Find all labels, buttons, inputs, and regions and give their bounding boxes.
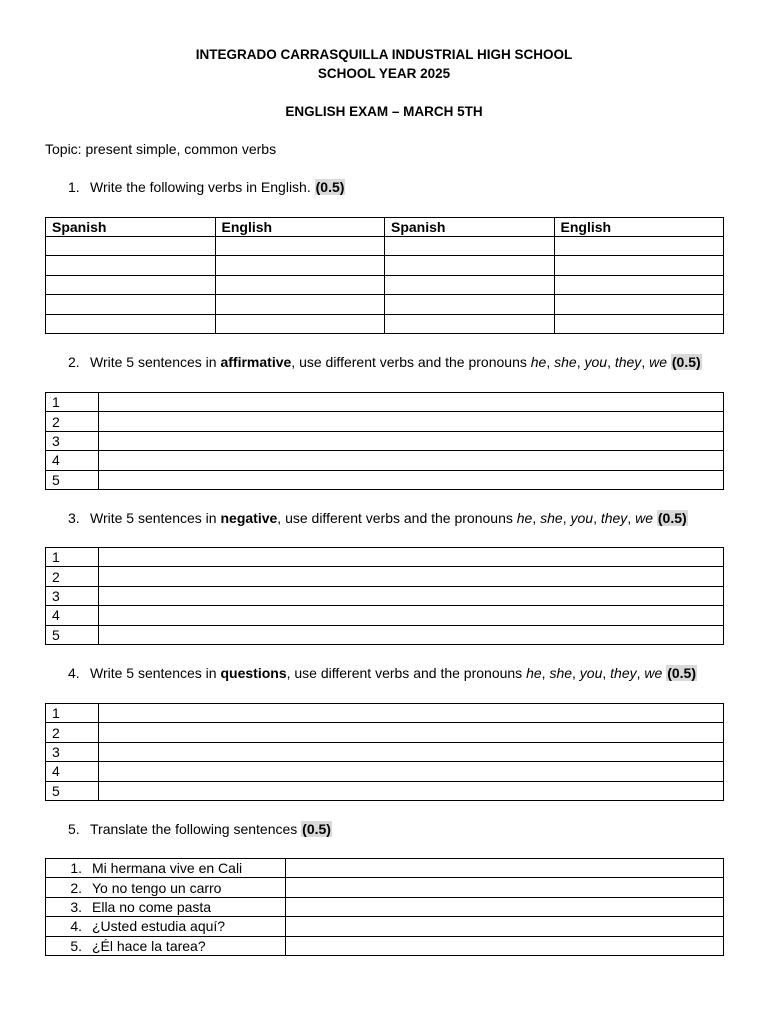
sentence-text: Ella no come pasta: [92, 898, 212, 915]
answer-cell[interactable]: [554, 275, 724, 294]
table-row: [46, 586, 724, 605]
pronoun: he: [516, 510, 533, 526]
pronoun: you: [584, 354, 608, 370]
pronoun: we: [644, 665, 663, 681]
table-row: [46, 917, 724, 936]
answer-cell[interactable]: [99, 548, 724, 567]
pronoun: you: [579, 665, 603, 681]
answer-cell[interactable]: [286, 936, 724, 955]
negative-table: [45, 547, 724, 645]
row-number: 4: [46, 606, 99, 625]
column-header: Spanish: [385, 218, 555, 237]
answer-cell[interactable]: [99, 606, 724, 625]
source-sentence: [46, 897, 286, 916]
question-number: 4.: [68, 665, 80, 681]
question-3: [68, 510, 688, 526]
question-keyword: questions: [220, 665, 287, 681]
answer-cell[interactable]: [554, 237, 724, 256]
answer-cell[interactable]: [99, 567, 724, 586]
pronoun: he: [530, 354, 547, 370]
separator: ,: [593, 510, 601, 526]
separator: ,: [602, 665, 611, 681]
pronoun: she: [554, 354, 577, 370]
points-badge: (0.5): [315, 179, 345, 195]
separator: ,: [641, 354, 650, 370]
table-row: [46, 742, 724, 761]
question-number: 2.: [68, 354, 80, 370]
item-number: 2.: [70, 879, 82, 896]
row-number: 5: [46, 781, 99, 800]
sentence-text: Yo no tengo un carro: [92, 879, 222, 896]
pronoun: we: [635, 510, 653, 526]
row-number: 5: [46, 625, 99, 644]
item-number: 3.: [70, 898, 82, 915]
source-sentence: [46, 859, 286, 878]
table-row: [46, 606, 724, 625]
answer-cell[interactable]: [215, 256, 385, 275]
points-badge: (0.5): [657, 510, 687, 526]
question-4: [68, 665, 697, 681]
row-number: 4: [46, 451, 99, 470]
answer-cell[interactable]: [385, 314, 555, 333]
answer-cell[interactable]: [385, 237, 555, 256]
points-badge: (0.5): [671, 354, 701, 370]
answer-cell[interactable]: [286, 859, 724, 878]
question-text: Write 5 sentences in: [90, 354, 221, 370]
answer-cell[interactable]: [286, 897, 724, 916]
separator: ,: [541, 665, 550, 681]
table-row: [46, 451, 724, 470]
answer-cell[interactable]: [385, 275, 555, 294]
source-sentence: [46, 917, 286, 936]
answer-cell[interactable]: [385, 256, 555, 275]
table-header-row: [46, 218, 724, 237]
questions-table: [45, 703, 724, 801]
answer-cell[interactable]: [46, 314, 216, 333]
table-row: [46, 567, 724, 586]
separator: ,: [627, 510, 636, 526]
answer-cell[interactable]: [215, 275, 385, 294]
answer-cell[interactable]: [99, 431, 724, 450]
row-number: 2: [46, 567, 99, 586]
pronoun: you: [570, 510, 594, 526]
answer-cell[interactable]: [215, 237, 385, 256]
answer-cell[interactable]: [99, 723, 724, 742]
table-row: [46, 393, 724, 412]
answer-cell[interactable]: [99, 451, 724, 470]
answer-cell[interactable]: [554, 256, 724, 275]
table-row: [46, 762, 724, 781]
row-number: 3: [46, 586, 99, 605]
pronoun: we: [649, 354, 667, 370]
sentence-text: Mi hermana vive en Cali: [92, 860, 243, 877]
table-row: [46, 431, 724, 450]
question-text: , use different verbs and the pronouns: [291, 354, 531, 370]
pronoun: they: [610, 665, 637, 681]
row-number: 1: [46, 548, 99, 567]
school-name: INTEGRADO CARRASQUILLA INDUSTRIAL HIGH SCHOOL: [195, 47, 573, 62]
question-text: , use different verbs and the pronouns: [286, 665, 527, 681]
question-keyword: negative: [220, 510, 278, 526]
source-sentence: [46, 936, 286, 955]
answer-cell[interactable]: [99, 625, 724, 644]
row-number: 2: [46, 723, 99, 742]
source-sentence: [46, 878, 286, 897]
answer-cell[interactable]: [286, 878, 724, 897]
answer-cell[interactable]: [46, 295, 216, 314]
answer-cell[interactable]: [215, 295, 385, 314]
separator: ,: [607, 354, 615, 370]
table-row: [46, 412, 724, 431]
row-number: 4: [46, 762, 99, 781]
table-row: [46, 237, 724, 256]
sentence-text: ¿Él hace la tarea?: [92, 937, 206, 954]
separator: ,: [562, 510, 571, 526]
item-number: 4.: [70, 918, 82, 935]
answer-cell[interactable]: [286, 917, 724, 936]
answer-cell[interactable]: [554, 295, 724, 314]
row-number: 2: [46, 412, 99, 431]
exam-title: ENGLISH EXAM – MARCH 5TH: [285, 104, 483, 119]
row-number: 1: [46, 393, 99, 412]
answer-cell[interactable]: [99, 781, 724, 800]
table-row: [46, 470, 724, 489]
question-text: Write 5 sentences in: [90, 510, 221, 526]
pronoun: she: [549, 665, 573, 681]
answer-cell[interactable]: [554, 314, 724, 333]
row-number: 3: [46, 431, 99, 450]
points-badge: (0.5): [667, 665, 696, 681]
question-1: [68, 179, 345, 195]
table-row: [46, 548, 724, 567]
item-number: 5.: [70, 937, 82, 954]
row-number: 1: [46, 704, 99, 723]
question-keyword: affirmative: [220, 354, 292, 370]
table-row: [46, 275, 724, 294]
pronoun: they: [600, 510, 628, 526]
question-number: 5.: [68, 821, 80, 837]
question-text: Translate the following sentences: [90, 821, 302, 837]
answer-cell[interactable]: [99, 742, 724, 761]
answer-cell[interactable]: [99, 586, 724, 605]
question-number: 3.: [68, 510, 80, 526]
separator: ,: [532, 510, 541, 526]
table-row: [46, 878, 724, 897]
answer-cell[interactable]: [46, 237, 216, 256]
sentence-text: ¿Usted estudia aquí?: [92, 918, 226, 935]
topic-line: Topic: present simple, common verbs: [45, 141, 277, 157]
pronoun: he: [526, 665, 542, 681]
answer-cell[interactable]: [99, 412, 724, 431]
points-badge: (0.5): [302, 821, 331, 837]
question-2: [68, 354, 702, 370]
column-header: Spanish: [46, 218, 216, 237]
answer-cell[interactable]: [385, 295, 555, 314]
separator: ,: [636, 665, 645, 681]
table-row: [46, 936, 724, 955]
table-row: [46, 704, 724, 723]
question-text: Write the following verbs in English.: [90, 179, 315, 195]
pronoun: she: [540, 510, 563, 526]
verbs-table: [45, 217, 724, 334]
answer-cell[interactable]: [215, 314, 385, 333]
answer-cell[interactable]: [99, 393, 724, 412]
item-number: 1.: [70, 860, 82, 877]
answer-cell[interactable]: [99, 704, 724, 723]
table-row: [46, 625, 724, 644]
row-number: 3: [46, 742, 99, 761]
separator: ,: [546, 354, 555, 370]
table-row: [46, 723, 724, 742]
table-row: [46, 314, 724, 333]
row-number: 5: [46, 470, 99, 489]
column-header: English: [554, 218, 724, 237]
pronoun: they: [614, 354, 642, 370]
column-header: English: [215, 218, 385, 237]
table-row: [46, 256, 724, 275]
answer-cell[interactable]: [46, 256, 216, 275]
question-number: 1.: [68, 179, 80, 195]
affirmative-table: [45, 392, 724, 490]
question-5: [68, 821, 332, 837]
school-year: SCHOOL YEAR 2025: [317, 66, 451, 81]
separator: ,: [576, 354, 585, 370]
table-row: [46, 781, 724, 800]
table-row: [46, 295, 724, 314]
answer-cell[interactable]: [46, 275, 216, 294]
table-row: [46, 859, 724, 878]
question-text: Write 5 sentences in: [90, 665, 221, 681]
answer-cell[interactable]: [99, 470, 724, 489]
answer-cell[interactable]: [99, 762, 724, 781]
question-text: , use different verbs and the pronouns: [277, 510, 517, 526]
separator: ,: [572, 665, 580, 681]
translation-table: [45, 858, 724, 956]
table-row: [46, 897, 724, 916]
